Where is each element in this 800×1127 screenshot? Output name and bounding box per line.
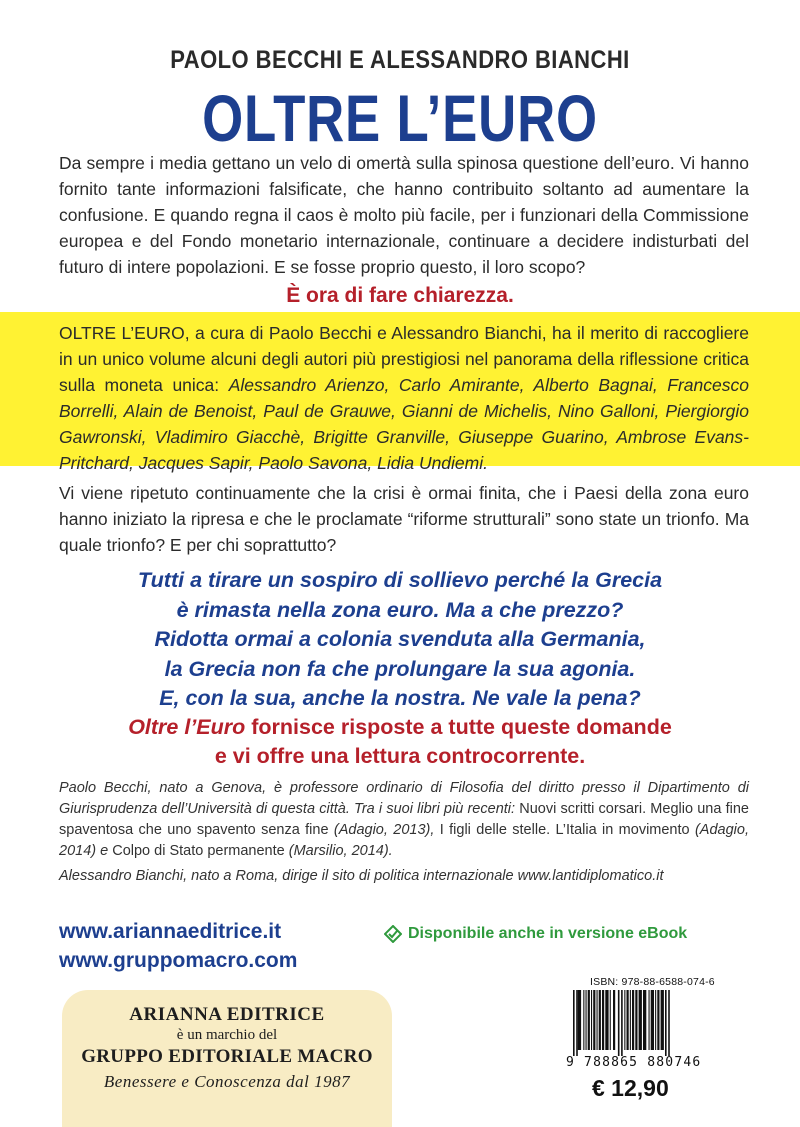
publisher-name: ARIANNA EDITRICE bbox=[129, 1004, 325, 1025]
greece-quote bbox=[0, 566, 800, 714]
bio-text: (Adagio, 2014) e bbox=[59, 822, 749, 859]
crisis-paragraph: Vi viene ripetuto continuamente che la crisi è ormai finita, che i Paesi della zona euro hanno iniziato la ripresa e che le proclamate “riforme strutturali” sono state un trionfo. Ma quale trionfo? E per chi soprattutto? bbox=[59, 483, 749, 555]
quote-line: Ridotta ormai a colonia svenduta alla Germania, bbox=[154, 627, 646, 651]
contributors-paragraph bbox=[59, 320, 749, 476]
barcode bbox=[569, 990, 741, 1056]
ebook-label: Disponibile anche in versione eBook bbox=[408, 925, 688, 942]
bio-text: Paolo Becchi, nato a Genova, è professore ordinario di Filosofia del diritto presso il Dipartimento di Giurisprudenza dell’Università di questa città. Tra i suoi libri più recenti: bbox=[59, 780, 749, 817]
quote-line: è rimasta nella zona euro. Ma a che prezzo? bbox=[176, 597, 624, 622]
quote-line: E, con la sua, anche la nostra. Ne vale la pena? bbox=[159, 686, 641, 710]
ebook-availability bbox=[384, 925, 687, 943]
bio-book-title: Nuovi scritti corsari. Meglio una fine spaventosa che uno spavento senza fine bbox=[59, 801, 749, 838]
website-link-arianna[interactable]: www.ariannaeditrice.it bbox=[59, 920, 282, 943]
isbn-label: ISBN: 978-88-6588-074-6 bbox=[590, 976, 715, 988]
answer-statement bbox=[0, 713, 800, 771]
price: € 12,90 bbox=[592, 1075, 669, 1101]
authors-line: PAOLO BECCHI E ALESSANDRO BIANCHI bbox=[170, 46, 630, 74]
book-title: OLTRE L’EURO bbox=[202, 81, 598, 155]
bio-text: (Marsilio, 2014). bbox=[284, 843, 393, 859]
barcode-digits: 9 788865 880746 bbox=[566, 1055, 702, 1070]
website-link-macro[interactable]: www.gruppomacro.com bbox=[59, 949, 298, 972]
publisher-box bbox=[62, 990, 392, 1127]
chiarezza-heading: È ora di fare chiarezza. bbox=[286, 284, 514, 307]
publisher-group: GRUPPO EDITORIALE MACRO bbox=[81, 1046, 373, 1067]
quote-line: la Grecia non fa che prolungare la sua agonia. bbox=[164, 656, 636, 681]
intro-paragraph: Da sempre i media gettano un velo di omertà sulla spinosa questione dell’euro. Vi hanno fornito tante informazioni falsificate, che hanno contribuito soltanto ad aumentare la confusione. E quando regna il caos è molto più facile, per i funzionari della Commissione europea e del Fondo monetario internazionale, continuare a decidere indisturbati del futuro di intere popolazioni. E se fosse proprio questo, il loro scopo? bbox=[59, 153, 749, 277]
answer-line2: e vi offre una lettura controcorrente. bbox=[214, 744, 586, 768]
becchi-bio bbox=[59, 778, 749, 862]
bio-book-title: I figli delle stelle. L’Italia in movimento bbox=[439, 822, 690, 838]
bio-book-title: Colpo di Stato permanente bbox=[112, 843, 285, 859]
publisher-brand-of: è un marchio del bbox=[176, 1027, 278, 1043]
bianchi-bio: Alessandro Bianchi, nato a Roma, dirige il sito di politica internazionale www.lantidiplomatico.it bbox=[59, 868, 664, 884]
ebook-check-icon bbox=[384, 925, 402, 943]
bio-text: (Adagio, 2013), bbox=[328, 822, 440, 838]
contributors-names: Alessandro Arienzo, Carlo Amirante, Alberto Bagnai, Francesco Borrelli, Alain de Benoist, Paul de Grauwe, Gianni de Michelis, Nino Galloni, Piergiorgio Gawronski, Vladimiro Giacchè, Brigitte Granville, Giuseppe Guarino, Ambrose Evans-Pritchard, Jacques Sapir, Paolo Savona, Lidia Undiemi. bbox=[59, 375, 749, 473]
contributors-intro: OLTRE L’EURO, a cura di Paolo Becchi e Alessandro Bianchi, ha il merito di raccogliere in un unico volume alcuni degli autori più prestigiosi nel panorama della riflessione critica sulla moneta unica: bbox=[59, 323, 749, 395]
publisher-tagline: Benessere e Conoscenza dal 1987 bbox=[103, 1072, 351, 1091]
answer-line1: fornisce risposte a tutte queste domande bbox=[245, 715, 672, 739]
quote-line: Tutti a tirare un sospiro di sollievo perché la Grecia bbox=[137, 568, 663, 592]
answer-title: Oltre l’Euro bbox=[128, 715, 246, 739]
